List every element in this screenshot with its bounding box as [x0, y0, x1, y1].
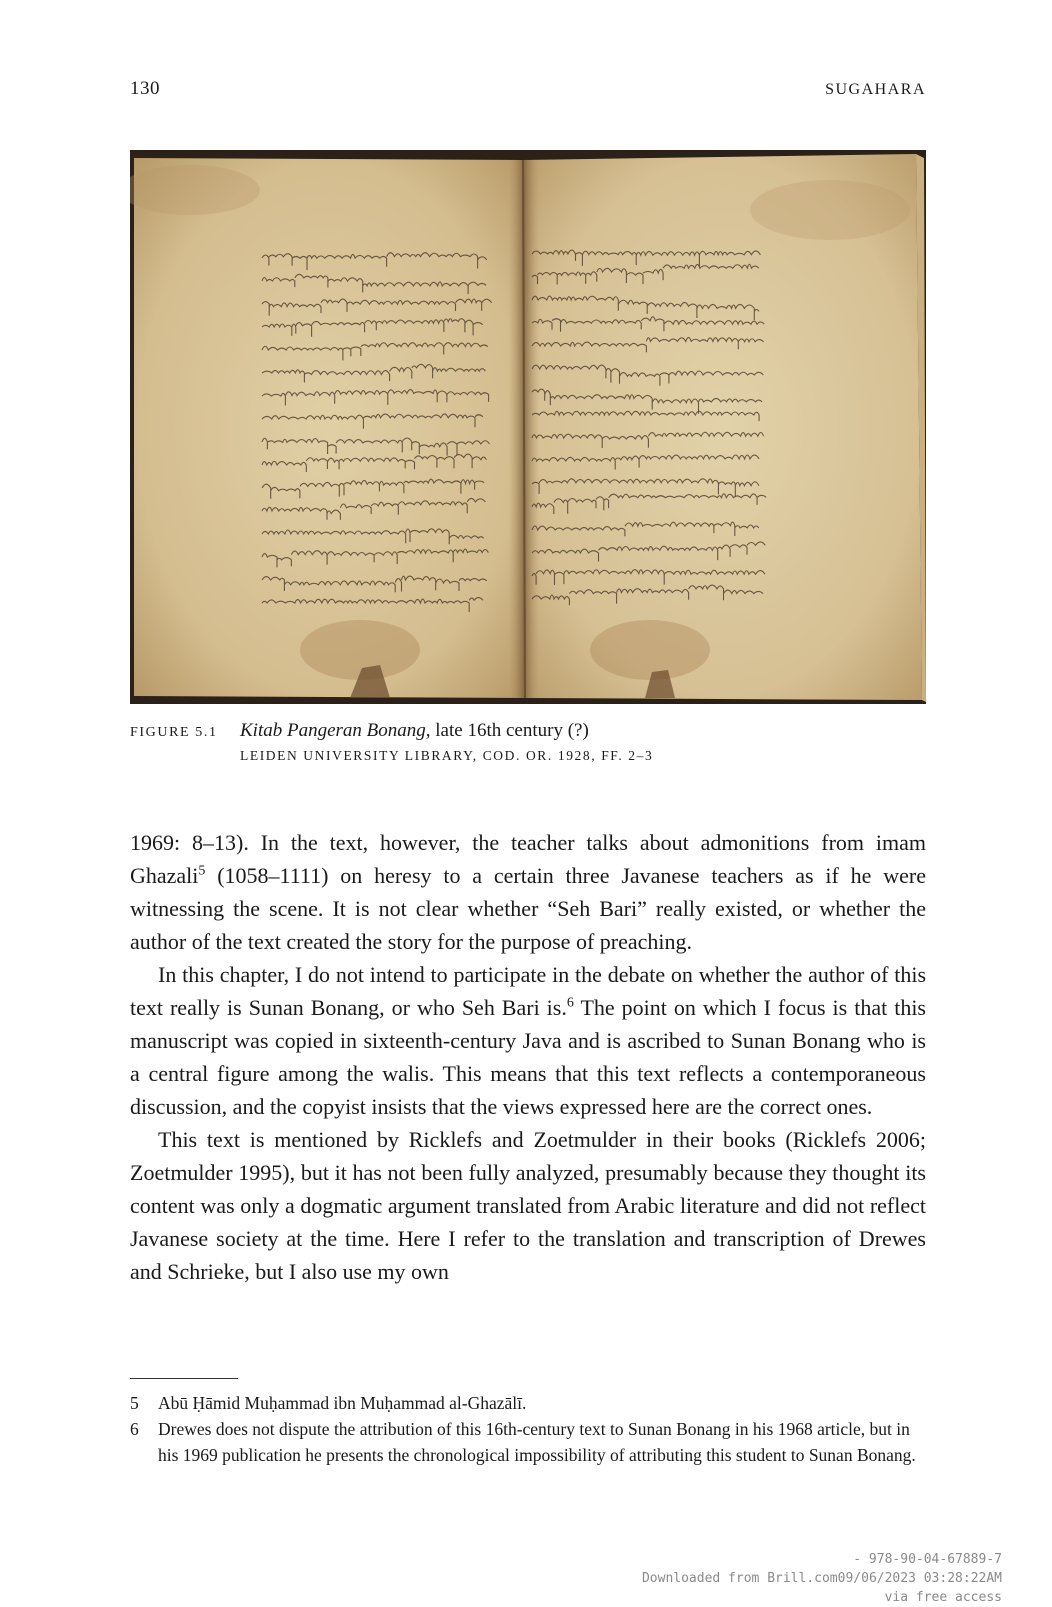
spine: [508, 160, 540, 698]
paragraph-1-part-a: 1969: 8–13). In the text, however, the teacher talks about admonitions from imam Ghazali: [130, 830, 926, 888]
running-head: [130, 78, 926, 100]
page-number: 130: [130, 78, 160, 99]
paragraph-2: [130, 958, 926, 1123]
body-text: [130, 826, 926, 1288]
footnote-number: 5: [130, 1393, 139, 1413]
paragraph-3: This text is mentioned by Ricklefs and Zoetmulder in their books (Ricklefs 2006; Zoetmulder 1995), but it has not been fully analyzed, presumably because they thought its content was only a dogmatic argument translated from Arabic literature and did not reflect Javanese society at the time. Here I refer to the translation and transcription of Drewes and Schrieke, but I also use my own: [130, 1127, 926, 1284]
footnote: [130, 1390, 926, 1416]
download-stamp: [642, 1550, 1002, 1607]
running-head-author: SUGAHARA: [825, 81, 926, 98]
footnote-text: Abū Ḥāmid Muḥammad ibn Muḥammad al-Ghazālī.: [158, 1393, 527, 1413]
access-line: via free access: [884, 1590, 1002, 1605]
paragraph-2-part-a: In this chapter, I do not intend to participate in the debate on whether the author of this text really is Sunan Bonang, or who Seh Bari is.: [130, 962, 926, 1020]
paragraph-1: [130, 826, 926, 958]
isbn-line: - 978-90-04-67889-7: [853, 1552, 1002, 1567]
paragraph-2-part-b: The point on which I focus is that this manuscript was copied in sixteenth-century Java and is ascribed to Sunan Bonang who is a central figure among the walis. This means that this text reflects a contemporaneous discussion, and the copyist insists that the views expressed here are the correct ones.: [130, 995, 926, 1119]
footnote-ref-5[interactable]: 5: [198, 863, 206, 879]
footnote-ref-6[interactable]: 6: [566, 995, 574, 1011]
figure-label: FIGURE 5.1: [130, 725, 218, 740]
manuscript-figure: [130, 150, 926, 704]
figure-title: Kitab Pangeran Bonang: [240, 720, 426, 741]
stain: [590, 620, 710, 680]
footnote-rule: [130, 1378, 238, 1379]
download-line: Downloaded from Brill.com09/06/2023 03:28:22AM: [641, 1571, 1002, 1586]
stain: [300, 620, 420, 680]
footnote-text: Drewes does not dispute the attribution of this 16th-century text to Sunan Bonang in his 1968 article, but in his 1969 publication he presents the chronological impossibility of attributing this student to Sunan Bonang.: [158, 1419, 916, 1465]
footnote: [130, 1416, 926, 1468]
stain: [750, 180, 910, 240]
paragraph-1-part-b: (1058–1111) on heresy to a certain three Javanese teachers as if he were witnessing the scene. It is not clear whether “Seh Bari” really existed, or whether the author of the text created the story for the purpose of preaching.: [130, 863, 926, 954]
footnotes: [130, 1390, 926, 1468]
figure-credit: LEIDEN UNIVERSITY LIBRARY, COD. OR. 1928, FF. 2–3: [240, 748, 654, 763]
footnote-number: 6: [130, 1419, 139, 1439]
manuscript-image: [130, 150, 926, 704]
figure-caption: [130, 720, 926, 764]
figure-title-suffix: , late 16th century (?): [425, 720, 589, 741]
left-page: [134, 158, 524, 698]
